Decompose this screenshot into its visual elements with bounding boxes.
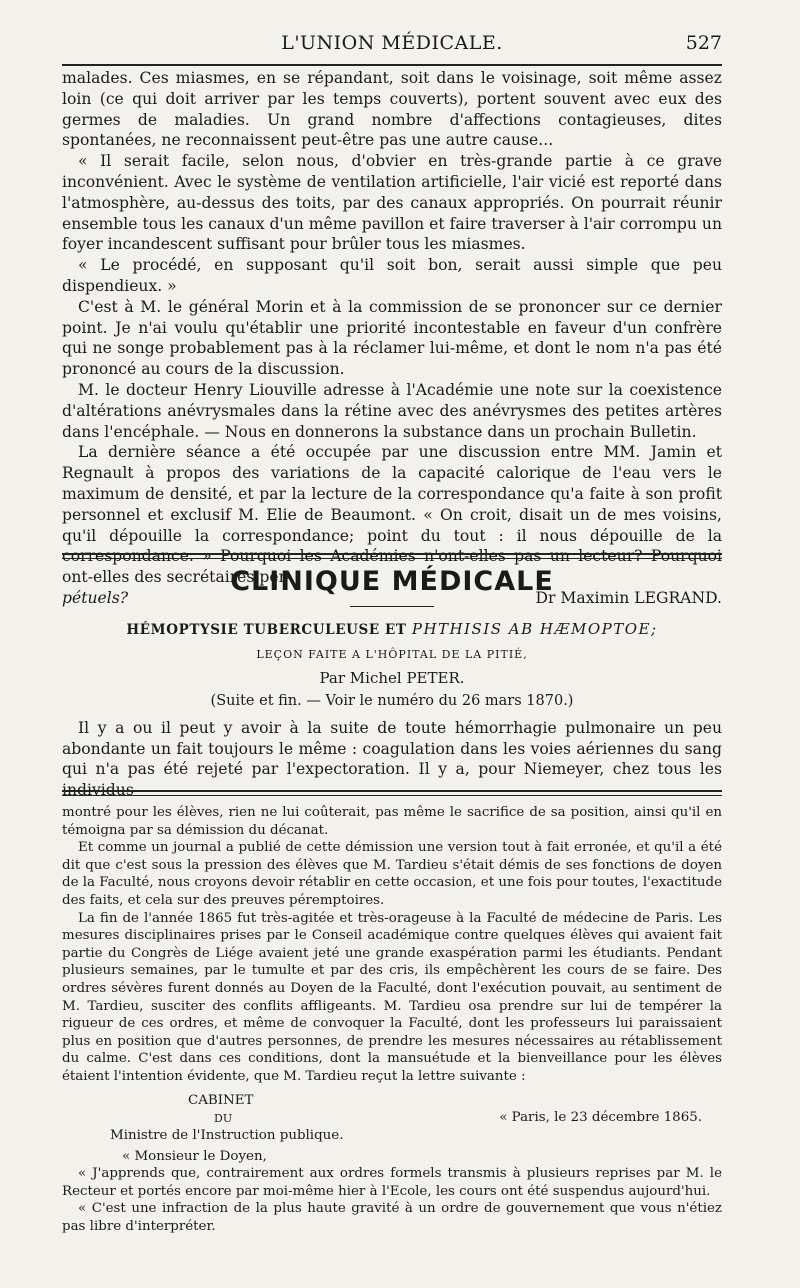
paragraph: « Il serait facile, selon nous, d'obvier en très-grande partie à ce grave inconvénient. Avec le système de ventilation artificielle, l'air vicié est reporté dans l'atmosphère, au-dessus des toits, par des canaux appropriés. On pourrait réunir ensemble tous les canaux d'un même pavillon et faire traverser à l'air corrompu un foyer incandescent suffisant pour brûler tous les miasmes. — [62, 152, 722, 254]
lecture-line: LEÇON FAITE A L'HÔPITAL DE LA PITIÉ, — [256, 648, 528, 661]
letter-date: « Paris, le 23 décembre 1865. — [499, 1109, 702, 1125]
section-divider — [62, 553, 722, 559]
letter-salutation: « Monsieur le Doyen, — [122, 1148, 267, 1164]
subtitle-part-2: PHTHISIS AB HÆMOPTOE; — [411, 620, 658, 638]
page-header — [62, 28, 722, 62]
running-title: L'UNION MÉDICALE. — [281, 32, 503, 54]
feuilleton-text — [62, 804, 722, 1235]
author-signature: Dr Maximin LEGRAND. — [535, 588, 722, 607]
signature-continuation: pétuels? — [62, 588, 129, 607]
paragraph: Et comme un journal a publié de cette démission une version tout à fait erronée, et qu'il a été dit que c'est sous la pression des élèves que M. Tardieu s'était démis de ses fonctions de doyen de la Faculté, nous croyons devoir rétablir en cette occasion, et une fois pour toutes, l'exactitude des faits, et cela sur des preuves péremptoires. — [62, 840, 722, 908]
letter-paragraph: « J'apprends que, contrairement aux ordres formels transmis à plusieurs reprises par M. le Recteur et portés encore par moi-même hier à l'Ecole, les cours ont été suspendus aujourd'hui. — [62, 1166, 722, 1199]
page-number: 527 — [685, 32, 722, 54]
letter-heading — [62, 1092, 722, 1142]
feuilleton-divider — [62, 790, 722, 796]
article-author: Par Michel PETER. — [319, 669, 465, 687]
section-title: CLINIQUE MÉDICALE — [230, 566, 554, 597]
title-rule — [350, 606, 434, 607]
paragraph: M. le docteur Henry Liouville adresse à l'Académie une note sur la coexistence d'altérations anévrysmales dans la rétine avec des anévrysmes des petites artères dans l'encéphale. — Nous en donnerons la substance dans un prochain Bulletin. — [62, 380, 722, 441]
paragraph: malades. Ces miasmes, en se répandant, soit dans le voisinage, soit même assez loin (ce qui doit arriver par les temps couverts), portent souvent avec eux des germes de maladies. Un grand nombre d'affections contagieuses, dites spontanées, ne reconnaissent peut-être pas une autre cause... — [62, 69, 722, 150]
paragraph: La dernière séance a été occupée par une discussion entre MM. Jamin et Regnault à propos des variations de la capacité calorique de l'eau vers le maximum de densité, et par la lecture de la correspondance qu'a faite à son profit personnel et exclusif M. Elie de Beaumont. « On croit, disait un de mes voisins, qu'il dépouille la correspondance; point du tout : il nous dépouille de la correspondance. » Pourquoi les Académies n'ont-elles pas un lecteur? Pourquoi ont-elles des secrétaires per- — [62, 443, 722, 587]
letter-minister: Ministre de l'Instruction publique. — [110, 1127, 344, 1143]
header-rule — [62, 64, 722, 66]
paragraph: « Le procédé, en supposant qu'il soit bon, serait aussi simple que peu dispendieux. » — [62, 256, 722, 295]
letter-paragraph: « C'est une infraction de la plus haute gravité à un ordre de gouvernement que vous n'étiez pas libre d'interpréter. — [62, 1201, 722, 1234]
paragraph: C'est à M. le général Morin et à la commission de se prononcer sur ce dernier point. Je n'ai voulu qu'établir une priorité incontestable en faveur d'un confrère qui ne songe probablement pas à la réclamer lui-même, et dont le nom n'a pas été prononcé au cours de la discussion. — [62, 297, 722, 379]
top-article-text — [62, 68, 722, 609]
clinique-text — [62, 718, 722, 800]
paragraph: La fin de l'année 1865 fut très-agitée et très-orageuse à la Faculté de médecine de Paris. Les mesures disciplinaires prises par le Conseil académique contre quelques élèves qui avaient fait partie du Congrès de Liége avaient jeté une grande exaspération parmi les étudiants. Pendant plusieurs semaines, par le tumulte et par des cris, ils empêchèrent les cours de se faire. Des ordres sévères furent donnés au Doyen de la Faculté, dont l'exécution pouvait, au sentiment de M. Tardieu, susciter des conflits affligeants. M. Tardieu osa prendre sur lui de tempérer la rigueur de ces ordres, et même de convoquer la Faculté, dont les professeurs lui paraissaient plus en position que d'autres personnes, de prendre les mesures nécessaires au rétablissement du calme. C'est dans ces conditions, dont la mansuétude et la bienveillance pour les élèves étaient l'intention évidente, que M. Tardieu reçut la lettre suivante : — [62, 910, 722, 1084]
continuation-note: (Suite et fin. — Voir le numéro du 26 mars 1870.) — [210, 693, 574, 709]
paragraph: Il y a ou il peut y avoir à la suite de toute hémorrhagie pulmonaire un peu abondante un fait toujours le même : coagulation dans les voies aériennes du sang qui n'a pas été rejeté par l'expectoration. Il y a, pour Niemeyer, chez tous les individus — [62, 719, 722, 799]
subtitle-part-1: HÉMOPTYSIE TUBERCULEUSE ET — [126, 622, 407, 638]
letter-cabinet: CABINET — [188, 1092, 254, 1108]
paragraph: montré pour les élèves, rien ne lui coûterait, pas même le sacrifice de sa position, ainsi qu'il en témoigna par sa démission du décanat. — [62, 805, 722, 838]
article-subtitle — [62, 620, 722, 638]
letter-du: DU — [214, 1111, 233, 1125]
